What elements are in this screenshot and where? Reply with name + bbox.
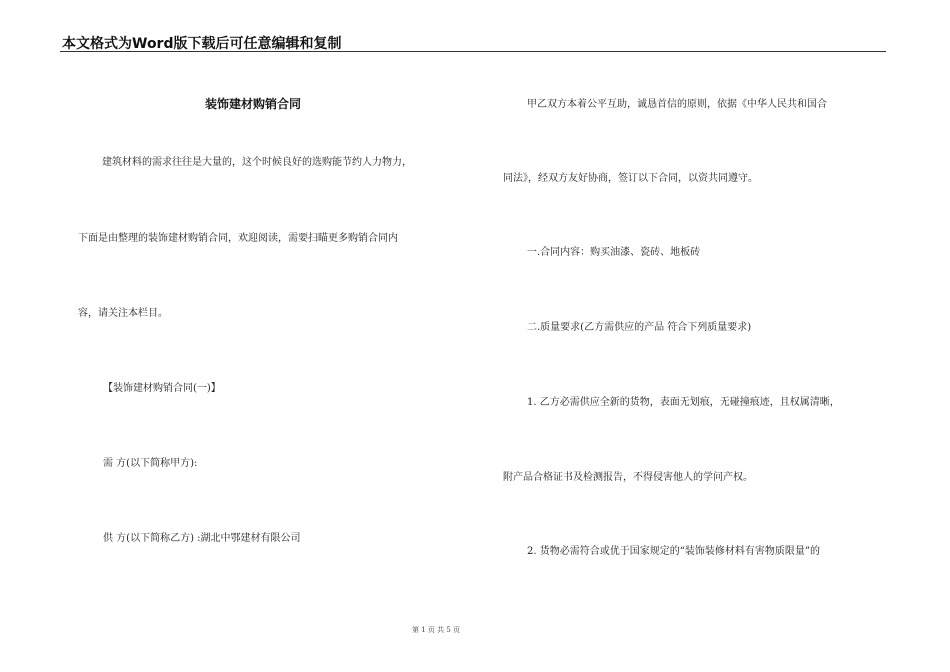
paragraph-line: 下面是由整理的装饰建材购销合同，欢迎阅读，需要扫瞄更多购销合同内	[78, 233, 398, 244]
paragraph-line: 同法》，经双方友好协商，签订以下合同，以资共同遵守。	[503, 173, 758, 184]
paragraph-line: 容，请关注本栏目。	[78, 308, 168, 319]
supplier-line: 供 方(以下简称乙方) :湖北中鄂建材有限公司	[103, 533, 301, 544]
header-divider	[60, 51, 886, 52]
document-title: 装饰建材购销合同	[205, 97, 302, 111]
paragraph-line: 甲乙双方本着公平互助，诚恳首信的原则，依据《中华人民共和国合	[527, 99, 827, 110]
clause-contract-content: 一.合同内容：购买油漆、瓷砖、地板砖	[527, 247, 701, 258]
format-banner: 本文格式为Word版下载后可任意编辑和复制	[62, 36, 342, 52]
paragraph-line: 建筑材料的需求往往是大量的，这个时候良好的选购能节约人力物力，	[102, 157, 412, 168]
section-heading: 【装饰建材购销合同(一)】	[103, 383, 221, 394]
paragraph-line: 2. 货物必需符合或优于国家规定的“装饰装修材料有害物质限量”的	[527, 546, 820, 557]
paragraph-line: 1. 乙方必需供应全新的货物，表面无划痕，无碰撞痕迹，且权属清晰，	[527, 397, 840, 408]
buyer-line: 需 方(以下简称甲方):	[103, 458, 198, 469]
page-indicator: 第 1 页 共 5 页	[412, 626, 461, 634]
clause-quality-requirements: 二.质量要求(乙方需供应的产品 符合下列质量要求)	[527, 322, 752, 333]
paragraph-line: 附产品合格证书及检测报告，不得侵害他人的学问产权。	[503, 472, 753, 483]
